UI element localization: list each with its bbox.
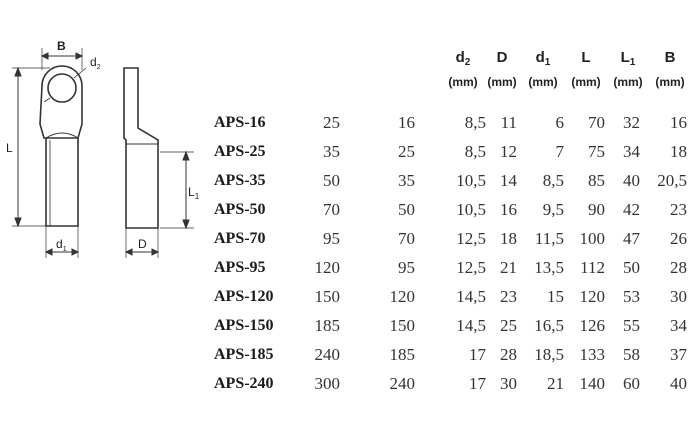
cell-v2: 25 — [398, 142, 415, 161]
table-row — [0, 108, 700, 137]
cell-d2: 12,5 — [456, 229, 486, 248]
cell-d2: 12,5 — [456, 258, 486, 277]
cell-d1: 16,5 — [534, 316, 564, 335]
cell-L1: 53 — [623, 287, 640, 306]
cell-L1: 47 — [623, 229, 640, 248]
cell-v1: 70 — [323, 200, 340, 219]
cell-v1: 240 — [314, 345, 340, 364]
row-name: APS-25 — [214, 143, 266, 160]
cell-D: 16 — [500, 200, 517, 219]
cell-v2: 95 — [398, 258, 415, 277]
cell-v2: 50 — [398, 200, 415, 219]
header-D: D (mm) — [487, 49, 517, 89]
row-name: APS-70 — [214, 230, 266, 247]
dim-label-B: B — [57, 39, 66, 53]
cell-d2: 17 — [469, 345, 486, 364]
cell-d1: 6 — [555, 113, 564, 132]
cell-B: 23 — [670, 200, 687, 219]
cell-L1: 60 — [623, 374, 640, 393]
table-row — [0, 340, 700, 369]
cell-d2: 10,5 — [456, 171, 486, 190]
cell-v2: 240 — [389, 374, 415, 393]
cell-d2: 17 — [469, 374, 486, 393]
table-row — [0, 166, 700, 195]
cell-v1: 300 — [314, 374, 340, 393]
dim-label-L1: $L_1$ — [188, 185, 200, 201]
cell-L1: 50 — [623, 258, 640, 277]
cell-L1: 42 — [623, 200, 640, 219]
dim-label-L: L — [6, 141, 13, 155]
cell-L: 120 — [579, 287, 605, 306]
cell-B: 30 — [670, 287, 687, 306]
cell-d1: 13,5 — [534, 258, 564, 277]
cell-L1: 55 — [623, 316, 640, 335]
cell-D: 30 — [500, 374, 517, 393]
row-name: APS-35 — [214, 172, 266, 189]
cell-B: 26 — [670, 229, 687, 248]
cell-L: 75 — [588, 142, 605, 161]
cell-B: 18 — [670, 142, 687, 161]
row-name: APS-240 — [214, 375, 274, 392]
dim-label-D: D — [138, 237, 147, 251]
cell-d2: 10,5 — [456, 200, 486, 219]
cell-D: 18 — [500, 229, 517, 248]
header-d2: $d_2$ (mm) — [448, 49, 478, 89]
cell-B: 40 — [670, 374, 687, 393]
row-name: APS-120 — [214, 288, 274, 305]
row-name: APS-50 — [214, 201, 266, 218]
cell-v2: 185 — [389, 345, 415, 364]
cell-D: 11 — [500, 113, 517, 132]
cell-L1: 32 — [623, 113, 640, 132]
cell-v1: 95 — [323, 229, 340, 248]
cell-d1: 18,5 — [534, 345, 564, 364]
header-d1: $d_1$ (mm) — [528, 49, 558, 89]
table-row — [0, 282, 700, 311]
cell-d2: 14,5 — [456, 287, 486, 306]
dim-label-d2: $d_2$ — [90, 55, 101, 71]
cell-L1: 40 — [623, 171, 640, 190]
dim-label-d1: $d_1$ — [56, 237, 67, 253]
cell-B: 16 — [670, 113, 687, 132]
cell-D: 14 — [500, 171, 517, 190]
cell-D: 12 — [500, 142, 517, 161]
cell-B: 34 — [670, 316, 687, 335]
cell-L: 133 — [579, 345, 605, 364]
header-L: L (mm) — [571, 49, 601, 89]
cell-D: 21 — [500, 258, 517, 277]
cell-v2: 16 — [398, 113, 415, 132]
cell-d1: 9,5 — [542, 200, 564, 219]
cell-D: 28 — [500, 345, 517, 364]
row-name: APS-150 — [214, 317, 274, 334]
table-row — [0, 195, 700, 224]
cell-D: 23 — [500, 287, 517, 306]
cell-d1: 7 — [555, 142, 564, 161]
table-header — [0, 48, 700, 92]
cell-B: 28 — [670, 258, 687, 277]
cell-v2: 70 — [398, 229, 415, 248]
cell-L: 112 — [580, 258, 605, 277]
cell-B: 20,5 — [657, 171, 687, 190]
cell-v1: 150 — [314, 287, 340, 306]
cell-L: 70 — [588, 113, 605, 132]
cell-v2: 120 — [389, 287, 415, 306]
cell-D: 25 — [500, 316, 517, 335]
header-L1: $L_1$ (mm) — [613, 49, 643, 89]
cell-v1: 25 — [323, 113, 340, 132]
table-row — [0, 253, 700, 282]
cell-d1: 15 — [547, 287, 564, 306]
table-row — [0, 311, 700, 340]
cell-d1: 8,5 — [542, 171, 564, 190]
cell-L: 90 — [588, 200, 605, 219]
cell-L: 100 — [579, 229, 605, 248]
cell-d2: 14,5 — [456, 316, 486, 335]
cell-d1: 21 — [547, 374, 564, 393]
cell-v2: 35 — [398, 171, 415, 190]
cell-d1: 11,5 — [534, 229, 564, 248]
cell-L1: 34 — [623, 142, 640, 161]
row-name: APS-185 — [214, 346, 274, 363]
cell-L1: 58 — [623, 345, 640, 364]
table-row — [0, 369, 700, 398]
header-B: B (mm) — [655, 49, 685, 89]
cell-B: 37 — [670, 345, 687, 364]
table-row — [0, 137, 700, 166]
cell-v2: 150 — [389, 316, 415, 335]
table-body — [0, 108, 700, 398]
cell-d2: 8,5 — [464, 113, 486, 132]
cell-L: 85 — [588, 171, 605, 190]
cell-L: 140 — [579, 374, 605, 393]
row-name: APS-95 — [214, 259, 266, 276]
row-name: APS-16 — [214, 114, 266, 131]
cell-v1: 35 — [323, 142, 340, 161]
cell-v1: 185 — [314, 316, 340, 335]
cell-v1: 50 — [323, 171, 340, 190]
cell-d2: 8,5 — [464, 142, 486, 161]
cell-v1: 120 — [314, 258, 340, 277]
table-row — [0, 224, 700, 253]
cell-L: 126 — [579, 316, 605, 335]
